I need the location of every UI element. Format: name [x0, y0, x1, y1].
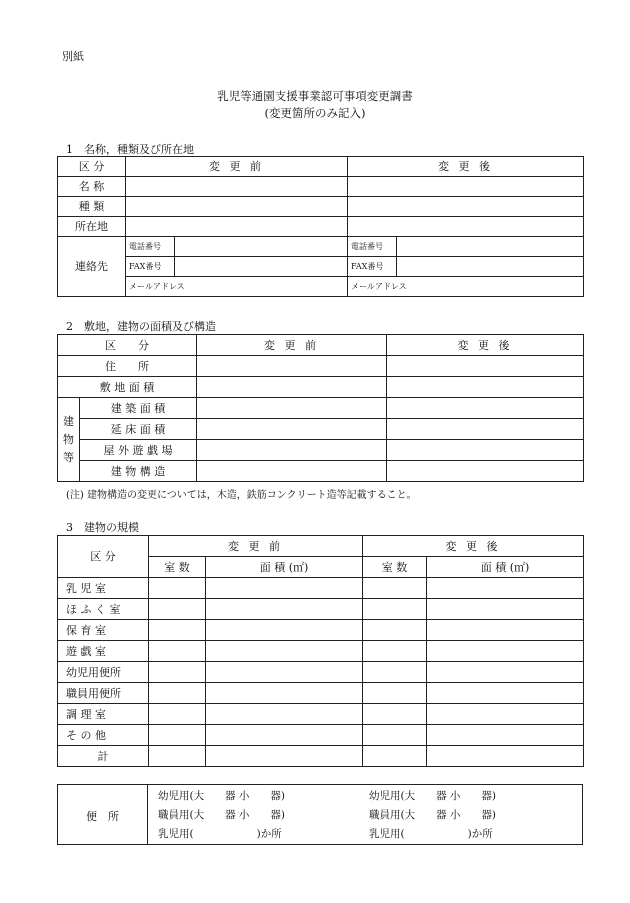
toilet-line: 職員用(大 器 小 器) [369, 809, 497, 821]
s3-cell[interactable] [427, 683, 584, 704]
s1-cell[interactable] [126, 177, 348, 197]
s3-cell[interactable] [206, 704, 363, 725]
s3-cell[interactable] [206, 662, 363, 683]
section3-table [57, 535, 584, 767]
s1-header-category: 区 分 [58, 157, 126, 177]
s3-header-before: 変 更 前 [149, 536, 363, 557]
phone-after[interactable] [397, 237, 584, 257]
s3-cell[interactable] [149, 704, 206, 725]
s3-cell[interactable] [149, 725, 206, 746]
s3-cell[interactable] [206, 683, 363, 704]
s3-cell[interactable] [427, 725, 584, 746]
email-before[interactable]: メールアドレス [126, 277, 348, 297]
s3-cell[interactable] [427, 599, 584, 620]
s3-subheader: 面 積 (㎡) [206, 557, 363, 578]
s3-cell[interactable] [363, 683, 427, 704]
s2-cell[interactable] [387, 461, 584, 482]
s2-row-label: 屋 外 遊 戯 場 [80, 440, 197, 461]
s1-row-label: 種 類 [58, 197, 126, 217]
s2-cell[interactable] [387, 419, 584, 440]
email-after[interactable]: メールアドレス [348, 277, 584, 297]
s2-cell[interactable] [387, 440, 584, 461]
s3-total-label: 計 [58, 746, 149, 767]
s3-row-label: 調 理 室 [58, 704, 149, 725]
fax-before[interactable] [175, 257, 348, 277]
toilet-after[interactable] [369, 787, 496, 844]
s3-header-after: 変 更 後 [363, 536, 584, 557]
s2-cell[interactable] [197, 398, 387, 419]
toilet-box [57, 784, 583, 845]
phone-label-before: 電話番号 [126, 237, 175, 257]
s3-row-label: 職員用便所 [58, 683, 149, 704]
building-label: 建物等 [58, 398, 80, 482]
document-subtitle: (変更箇所のみ記入) [264, 106, 366, 120]
s3-cell[interactable] [427, 578, 584, 599]
fax-after[interactable] [397, 257, 584, 277]
section2-table [57, 334, 584, 482]
s3-subheader: 面 積 (㎡) [427, 557, 584, 578]
s2-cell[interactable] [387, 356, 584, 377]
s1-header-after: 変 更 後 [348, 157, 584, 177]
s2-row-label: 建 築 面 積 [80, 398, 197, 419]
s2-cell[interactable] [197, 419, 387, 440]
s1-cell[interactable] [126, 197, 348, 217]
s3-row-label: 幼児用便所 [58, 662, 149, 683]
s3-cell[interactable] [363, 641, 427, 662]
toilet-before[interactable] [158, 787, 285, 844]
s3-cell[interactable] [206, 578, 363, 599]
section2-note: (注) 建物構造の変更については，木造，鉄筋コンクリート造等記載すること。 [66, 490, 417, 501]
s3-cell[interactable] [363, 746, 427, 767]
toilet-line: 職員用(大 器 小 器) [158, 809, 286, 821]
fax-label-after: FAX番号 [348, 257, 397, 277]
phone-label-after: 電話番号 [348, 237, 397, 257]
s2-cell[interactable] [197, 440, 387, 461]
s2-row-label: 延 床 面 積 [80, 419, 197, 440]
s1-cell[interactable] [126, 217, 348, 237]
s1-header-before: 変 更 前 [126, 157, 348, 177]
s3-subheader: 室 数 [363, 557, 427, 578]
s3-cell[interactable] [363, 704, 427, 725]
contact-label: 連絡先 [58, 237, 126, 297]
s2-cell[interactable] [387, 398, 584, 419]
s2-row-label: 敷 地 面 積 [58, 377, 197, 398]
s3-cell[interactable] [149, 620, 206, 641]
s3-cell[interactable] [363, 620, 427, 641]
section2-heading: 2 敷地，建物の面積及び構造 [66, 320, 216, 333]
toilet-line: 幼児用(大 器 小 器) [158, 790, 286, 802]
s1-cell[interactable] [348, 177, 584, 197]
s3-cell[interactable] [149, 599, 206, 620]
toilet-label: 便 所 [86, 810, 119, 823]
section3-heading: 3 建物の規模 [66, 521, 139, 534]
s3-cell[interactable] [149, 683, 206, 704]
s2-cell[interactable] [387, 377, 584, 398]
s1-row-label: 所在地 [58, 217, 126, 237]
s3-cell[interactable] [206, 641, 363, 662]
s3-cell[interactable] [427, 620, 584, 641]
s3-cell[interactable] [206, 620, 363, 641]
phone-before[interactable] [175, 237, 348, 257]
s3-cell[interactable] [363, 662, 427, 683]
s3-cell[interactable] [427, 641, 584, 662]
s3-cell[interactable] [363, 578, 427, 599]
s3-row-label: 乳 児 室 [58, 578, 149, 599]
toilet-line: 幼児用(大 器 小 器) [369, 790, 497, 802]
s2-header-category: 区 分 [58, 335, 197, 356]
s3-row-label: そ の 他 [58, 725, 149, 746]
s2-cell[interactable] [197, 377, 387, 398]
s2-header-after: 変 更 後 [387, 335, 584, 356]
section1-table [57, 156, 584, 297]
s3-cell[interactable] [206, 599, 363, 620]
toilet-line: 乳児用( )か所 [158, 828, 282, 840]
s3-cell[interactable] [149, 662, 206, 683]
s3-cell[interactable] [427, 662, 584, 683]
toilet-line: 乳児用( )か所 [369, 828, 493, 840]
s3-subheader: 室 数 [149, 557, 206, 578]
s2-cell[interactable] [197, 461, 387, 482]
fax-label-before: FAX番号 [126, 257, 175, 277]
section1-heading: 1 名称，種類及び所在地 [66, 143, 194, 156]
s3-cell[interactable] [149, 746, 206, 767]
s3-cell[interactable] [149, 578, 206, 599]
s3-header-category: 区 分 [58, 536, 149, 578]
s1-row-label: 名 称 [58, 177, 126, 197]
s2-row-label: 建 物 構 造 [80, 461, 197, 482]
s3-cell[interactable] [363, 599, 427, 620]
s1-cell[interactable] [348, 197, 584, 217]
s3-cell[interactable] [206, 746, 363, 767]
s2-header-before: 変 更 前 [197, 335, 387, 356]
s3-row-label: ほ ふ く 室 [58, 599, 149, 620]
s1-cell[interactable] [348, 217, 584, 237]
toilet-divider [147, 785, 148, 844]
s3-row-label: 保 育 室 [58, 620, 149, 641]
s3-cell[interactable] [149, 641, 206, 662]
s3-cell[interactable] [427, 704, 584, 725]
document-title: 乳児等通園支援事業認可事項変更調書 [217, 89, 413, 103]
top-label: 別紙 [62, 50, 84, 63]
s2-row-label: 住 所 [58, 356, 197, 377]
s3-cell[interactable] [363, 725, 427, 746]
s3-cell[interactable] [206, 725, 363, 746]
s3-row-label: 遊 戯 室 [58, 641, 149, 662]
s3-cell[interactable] [427, 746, 584, 767]
s2-cell[interactable] [197, 356, 387, 377]
